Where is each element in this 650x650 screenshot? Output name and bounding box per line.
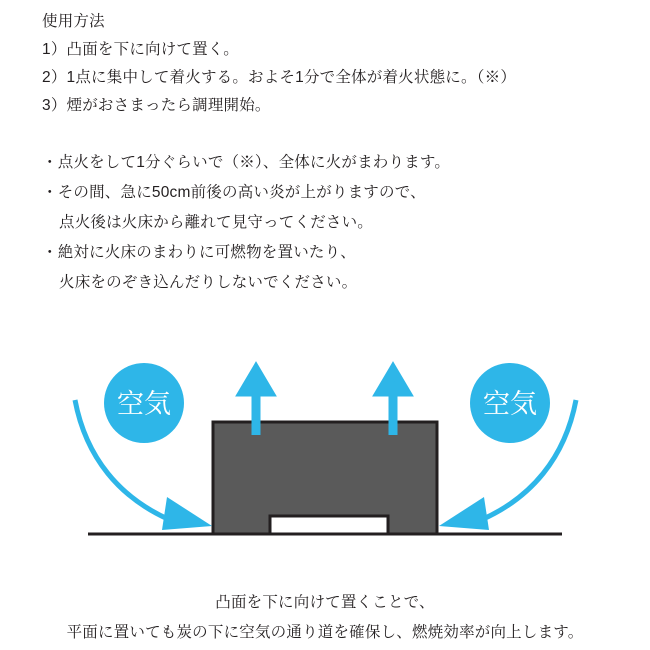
caption-line-2: 平面に置いても炭の下に空気の通り道を確保し、燃焼効率が向上します。 xyxy=(66,624,584,641)
notes-block xyxy=(42,148,632,298)
note-line-5: 火床をのぞき込んだりしないでください。 xyxy=(59,274,358,291)
note-line-4: ・絶対に火床のまわりに可燃物を置いたり、 xyxy=(42,244,357,261)
instruction-step-2: 2）1点に集中して着火する。およそ1分で全体が着火状態に。（※） xyxy=(42,69,517,86)
note-line-1: ・点火をして1分ぐらいで（※）、全体に火がまわります。 xyxy=(42,154,451,171)
inflow-arrowhead-right xyxy=(439,497,489,530)
caption-line-1: 凸面を下に向けて置くことで、 xyxy=(215,594,435,611)
instruction-step-3: 3）煙がおさまったら調理開始。 xyxy=(42,97,271,114)
instruction-step-1: 1）凸面を下に向けて置く。 xyxy=(42,41,239,58)
air-label-left: 空気 xyxy=(117,389,171,419)
note-line-2: ・その間、急に50cm前後の高い炎が上がりますので、 xyxy=(42,184,426,201)
instructions-heading: 使用方法 xyxy=(42,13,105,30)
note-line-3: 点火後は火床から離れて見守ってください。 xyxy=(59,214,374,231)
diagram-caption xyxy=(0,588,650,648)
air-label-right: 空気 xyxy=(483,389,537,419)
instructions-block xyxy=(42,8,622,120)
airflow-diagram xyxy=(0,330,650,570)
inflow-arrowhead-left xyxy=(162,497,212,530)
charcoal-block xyxy=(213,422,437,534)
